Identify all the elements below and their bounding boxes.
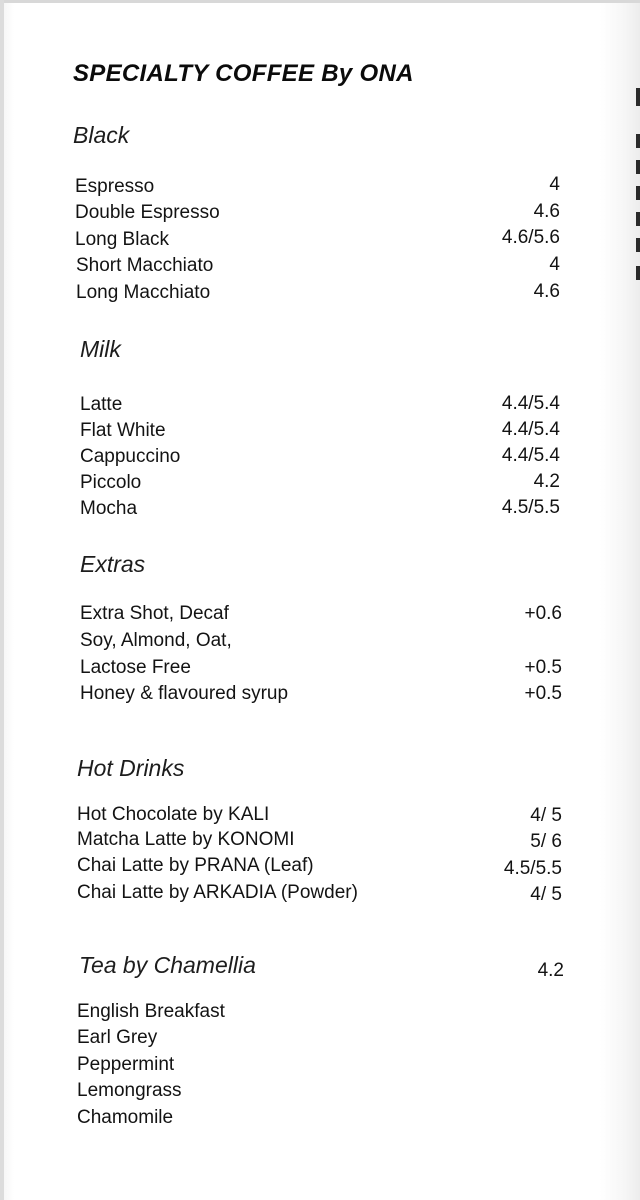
menu-item-name: Espresso [75, 176, 155, 197]
menu-item-name: Honey & flavoured syrup [80, 683, 289, 704]
adjacent-page-mark [636, 238, 640, 252]
menu-item-name: Lemongrass [77, 1080, 182, 1101]
menu-item-name: Extra Shot, Decaf [80, 603, 229, 624]
section-heading-black: Black [73, 122, 130, 148]
menu-item-price: 4 [549, 174, 560, 195]
menu-item-price: 4/ 5 [530, 884, 562, 905]
menu-item-price: 5/ 6 [530, 831, 562, 852]
menu-item-name: Peppermint [77, 1054, 175, 1075]
adjacent-page-mark [636, 186, 640, 200]
menu-item-price: 4.6/5.6 [501, 227, 560, 248]
menu-item-name: Matcha Latte by KONOMI [77, 829, 295, 850]
section-heading-milk: Milk [80, 336, 121, 362]
adjacent-page-mark [636, 134, 640, 148]
menu-item-name: Flat White [80, 420, 166, 441]
menu-item-name: Chai Latte by ARKADIA (Powder) [77, 882, 358, 903]
menu-item-price: 4/ 5 [530, 805, 562, 826]
menu-item-price: 4.6 [533, 281, 560, 302]
adjacent-page-mark [636, 88, 640, 106]
menu-item-price: 4.4/5.4 [501, 419, 560, 440]
menu-item-price: 4.5/5.5 [503, 858, 562, 879]
menu-item-name: Long Black [75, 229, 170, 250]
menu-item-price: 4.5/5.5 [501, 497, 560, 518]
menu-item-name: Soy, Almond, Oat, [80, 630, 232, 651]
menu-item-name: Mocha [80, 498, 138, 519]
menu-item-price: 4 [549, 254, 560, 275]
menu-item-name: Latte [80, 394, 123, 415]
adjacent-page-mark [636, 160, 640, 174]
menu-item-name: Lactose Free [80, 657, 191, 678]
menu-item-name: Short Macchiato [76, 255, 214, 276]
menu-item-price: 4.2 [533, 471, 560, 492]
page-top-edge [0, 0, 640, 3]
section-heading-hot-drinks: Hot Drinks [77, 755, 185, 781]
menu-item-price: +0.5 [524, 683, 562, 704]
menu-item-name: Earl Grey [77, 1027, 158, 1048]
menu-item-name: Piccolo [80, 472, 142, 493]
menu-item-name: Hot Chocolate by KALI [77, 804, 270, 825]
menu-item-price: 4.4/5.4 [501, 445, 560, 466]
menu-item-price: 4.2 [537, 960, 564, 981]
menu-item-price: 4.4/5.4 [501, 393, 560, 414]
menu-item-name: Double Espresso [75, 202, 220, 223]
menu-item-name: Cappuccino [80, 446, 181, 467]
menu-item-price: 4.6 [533, 201, 560, 222]
menu-item-price: +0.5 [524, 657, 562, 678]
section-heading-extras: Extras [80, 551, 146, 577]
menu-item-name: Chamomile [77, 1107, 174, 1128]
menu-title: SPECIALTY COFFEE By ONA [73, 60, 414, 87]
menu-item-name: English Breakfast [77, 1001, 225, 1022]
adjacent-page-mark [636, 266, 640, 280]
page-left-edge [0, 0, 4, 1200]
menu-item-price: +0.6 [524, 603, 562, 624]
section-heading-tea: Tea by Chamellia [79, 952, 256, 978]
adjacent-page-mark [636, 212, 640, 226]
menu-item-name: Chai Latte by PRANA (Leaf) [77, 855, 314, 876]
menu-item-name: Long Macchiato [76, 282, 211, 303]
